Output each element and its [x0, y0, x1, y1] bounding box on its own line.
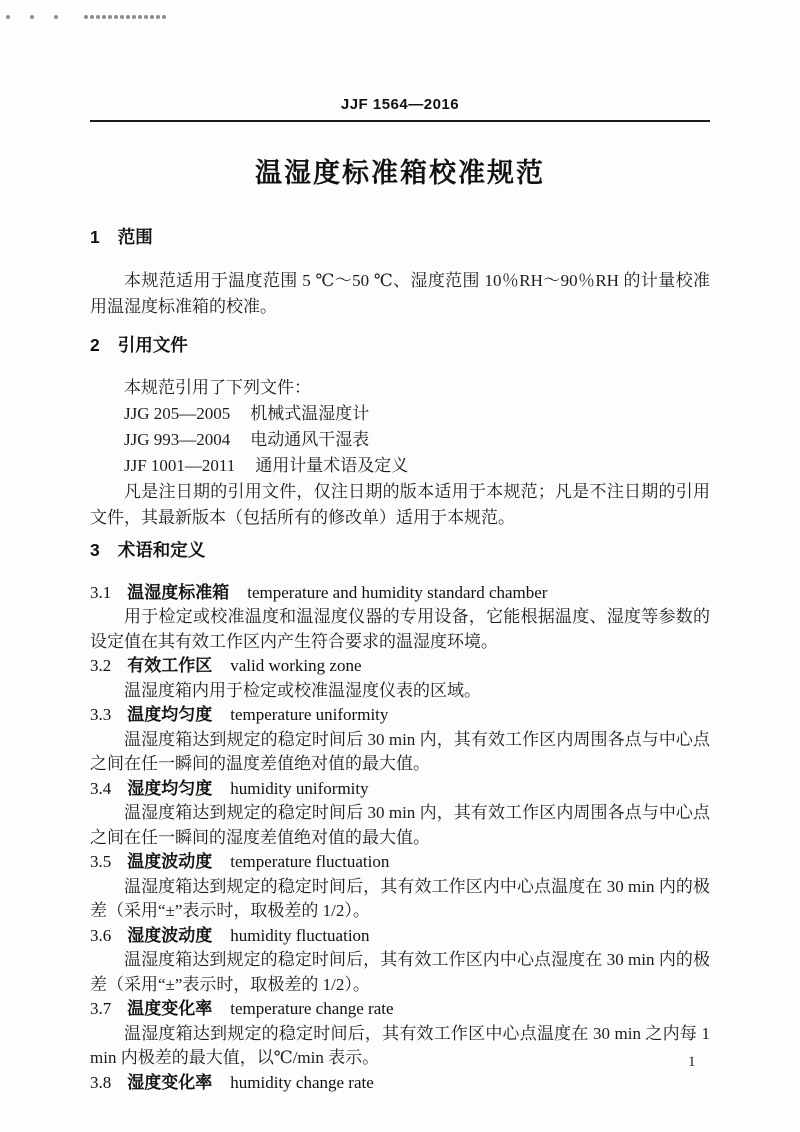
reference-code: JJG 205—2005: [124, 404, 231, 423]
document-body: [90, 224, 710, 1095]
page-title: 温湿度标准箱校准规范: [255, 158, 545, 188]
term-name-zh: 湿度均匀度: [127, 778, 213, 798]
page-number: 1: [688, 1054, 696, 1070]
references-intro: 本规范引用了下列文件：: [124, 378, 311, 397]
section-title: 引用文件: [117, 334, 188, 355]
term-number: 3.7: [90, 999, 112, 1018]
section-title: 范围: [117, 227, 153, 247]
term-item: [90, 703, 710, 777]
section-heading-scope: [90, 224, 710, 250]
term-number: 3.5: [90, 852, 112, 871]
term-name-zh: 有效工作区: [127, 656, 213, 675]
references-note: 凡是注日期的引用文件，仅注日期的版本适用于本规范；凡是不注日期的引用文件，其最新版本（包括所有的修改单）适用于本规范。: [90, 482, 710, 527]
term-heading: [90, 924, 710, 949]
term-item: [90, 581, 710, 655]
term-heading: [90, 777, 710, 802]
section-heading-references: [90, 332, 710, 358]
binding-dots-group-dense: [84, 15, 168, 19]
term-number: 3.6: [90, 925, 112, 945]
term-name-en: humidity change rate: [230, 1072, 374, 1092]
term-item: [90, 1071, 710, 1096]
term-number: 3.8: [90, 1072, 112, 1092]
term-name-en: temperature change rate: [230, 999, 394, 1018]
term-definition: 用于检定或校准温度和温湿度仪器的专用设备，它能根据温度、湿度等参数的设定值在其有效工作区内产生符合要求的温湿度环境。: [90, 607, 710, 651]
reference-name: 机械式温湿度计: [250, 404, 370, 423]
reference-item: [90, 453, 710, 479]
term-item: [90, 654, 710, 703]
term-name-zh: 温度波动度: [127, 852, 213, 871]
term-name-zh: 湿度波动度: [127, 925, 213, 945]
term-name-en: temperature uniformity: [230, 705, 389, 724]
term-heading: [90, 850, 710, 875]
section-number: 1: [90, 227, 100, 247]
term-name-zh: 温度变化率: [127, 999, 213, 1018]
term-heading: [90, 997, 710, 1022]
doc-number-header: JJF 1564—2016: [340, 96, 460, 113]
term-item: [90, 997, 710, 1071]
term-number: 3.1: [90, 582, 112, 602]
term-item: [90, 777, 710, 851]
term-item: [90, 850, 710, 924]
term-definition: 温湿度箱达到规定的稳定时间后，其有效工作区内中心点温度在 30 min 内的极差（采用“±”表示时，取极差的 1/2）。: [90, 876, 710, 920]
term-number: 3.2: [90, 656, 112, 675]
section-number: 3: [90, 540, 100, 560]
section-title: 术语和定义: [117, 540, 206, 560]
term-heading: [90, 581, 710, 606]
term-name-en: temperature and humidity standard chamber: [247, 582, 548, 602]
terms-list: [90, 581, 710, 1096]
term-name-zh: 温度均匀度: [127, 705, 213, 724]
term-heading: [90, 1071, 710, 1096]
binding-dots-group-sparse: [6, 15, 78, 19]
term-definition: 温湿度箱内用于检定或校准温湿度仪表的区域。: [124, 680, 481, 700]
term-number: 3.3: [90, 705, 112, 724]
term-number: 3.4: [90, 778, 112, 798]
term-name-zh: 温湿度标准箱: [127, 582, 230, 602]
term-definition: 温湿度箱达到规定的稳定时间后，其有效工作区内中心点湿度在 30 min 内的极差（采用“±”表示时，取极差的 1/2）。: [90, 950, 710, 994]
term-item: [90, 924, 710, 998]
reference-code: JJF 1001—2011: [124, 456, 236, 475]
term-definition: 温湿度箱达到规定的稳定时间后，其有效工作区中心点温度在 30 min 之内每 1 min 内极差的最大值，以℃/min 表示。: [90, 1023, 710, 1067]
term-name-en: valid working zone: [230, 656, 362, 675]
section-heading-terms: [90, 537, 710, 563]
term-heading: [90, 703, 710, 728]
scope-paragraph: 本规范适用于温度范围 5 ℃～50 ℃、湿度范围 10％RH～90％RH 的计量校准用温湿度标准箱的校准。: [90, 270, 710, 316]
term-name-en: temperature fluctuation: [230, 852, 390, 871]
reference-code: JJG 993—2004: [124, 430, 231, 449]
term-name-en: humidity uniformity: [230, 778, 369, 798]
term-definition: 温湿度箱达到规定的稳定时间后 30 min 内，其有效工作区内周围各点与中心点之间在任一瞬间的温度差值绝对值的最大值。: [90, 729, 710, 773]
binding-dots-icon: [6, 15, 168, 19]
section-number: 2: [90, 334, 100, 355]
reference-name: 通用计量术语及定义: [255, 456, 409, 475]
header-rule: [90, 120, 710, 122]
term-definition: 温湿度箱达到规定的稳定时间后 30 min 内，其有效工作区内周围各点与中心点之间在任一瞬间的湿度差值绝对值的最大值。: [90, 803, 710, 847]
reference-item: [90, 401, 710, 427]
term-name-zh: 湿度变化率: [127, 1072, 213, 1092]
term-heading: [90, 654, 710, 679]
reference-name: 电动通风干湿表: [250, 430, 370, 449]
term-name-en: humidity fluctuation: [230, 925, 370, 945]
reference-item: [90, 427, 710, 453]
